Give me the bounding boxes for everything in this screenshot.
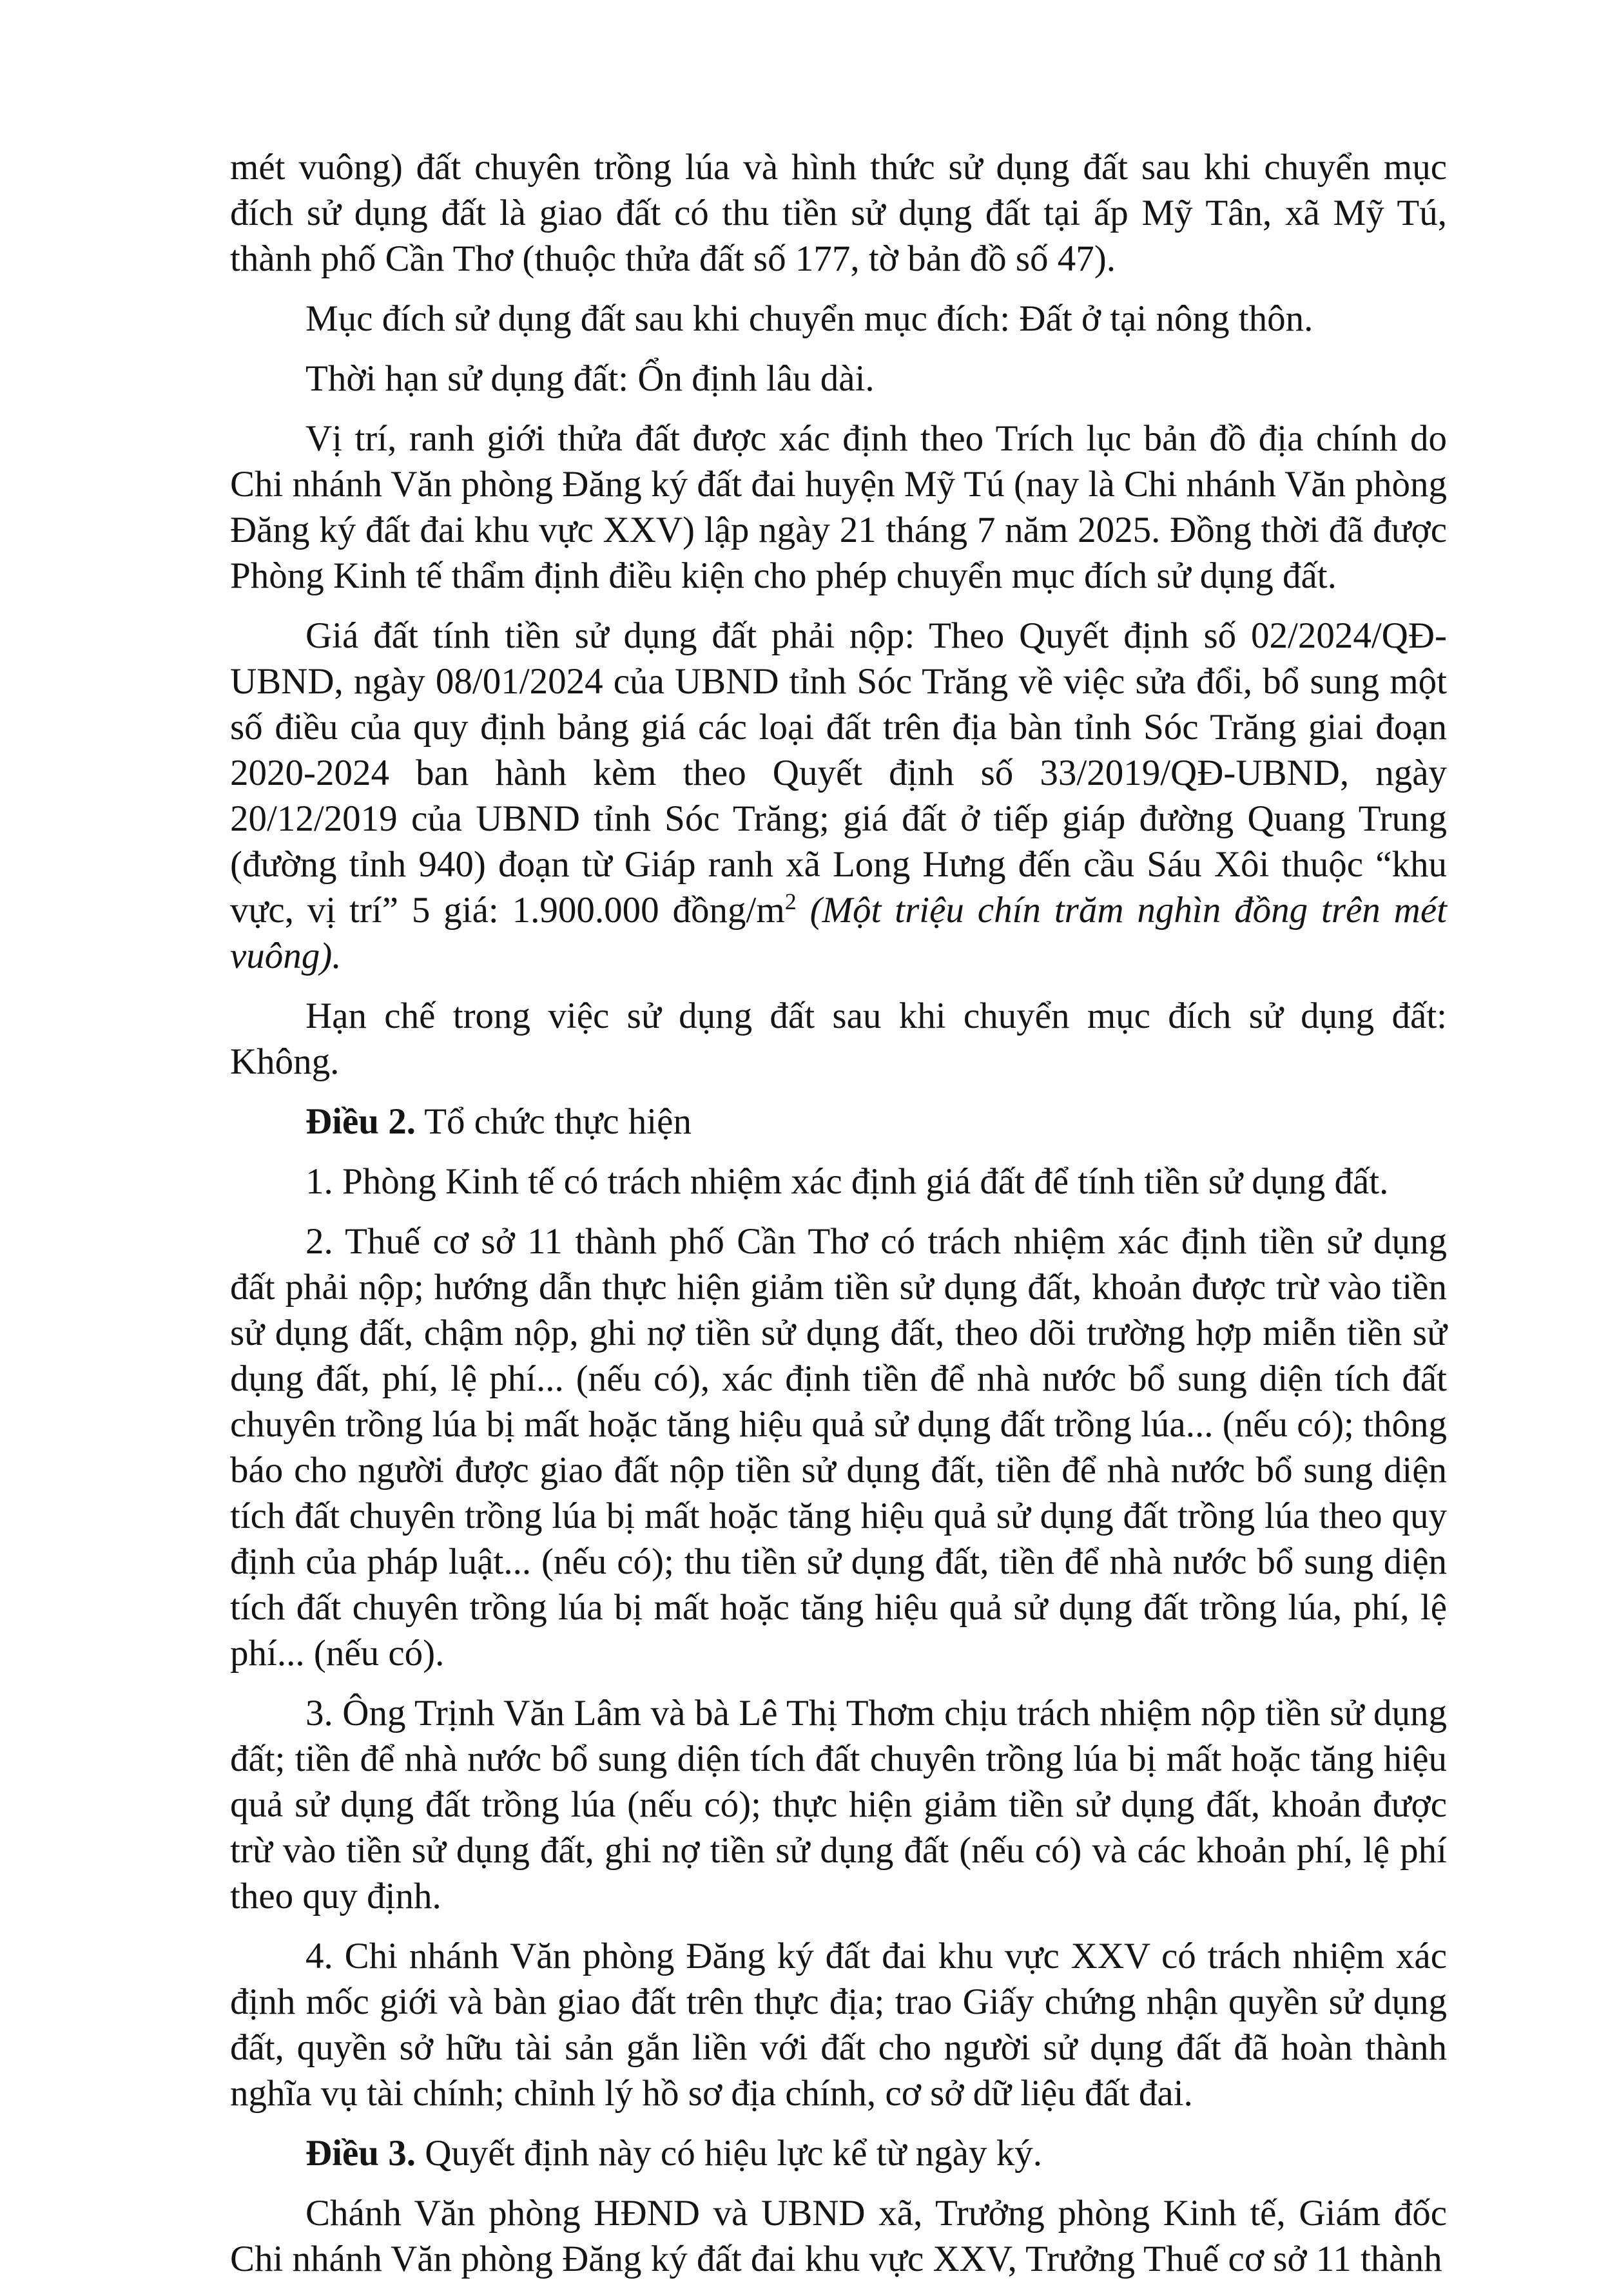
paragraph-item-1: 1. Phòng Kinh tế có trách nhiệm xác định giá đất để tính tiền sử dụng đất. [305,1161,1389,1202]
paragraph-land-use-form: mét vuông) đất chuyên trồng lúa và hình thức sử dụng đất sau khi chuyển mục đích sử dụng đất là giao đất có thu tiền sử dụng đất tại ấp Mỹ Tân, xã Mỹ Tú, thành phố Cần Thơ (thuộc thửa đất số 177, tờ bản đồ số 47). [230,147,1447,279]
article-2-title: Tổ chức thực hiện [416,1101,692,1142]
paragraph-item-4: 4. Chi nhánh Văn phòng Đăng ký đất đai khu vực XXV có trách nhiệm xác định mốc giới và bàn giao đất trên thực địa; trao Giấy chứng nhận quyền sử dụng đất, quyền sở hữu tài sản gắn liền với đất cho người sử dụng đất đã hoàn thành nghĩa vụ tài chính; chỉnh lý hồ sơ địa chính, cơ sở dữ liệu đất đai. [230,1936,1447,2114]
document-page [230,144,1447,2296]
article-3-title: Quyết định này có hiệu lực kể từ ngày ký. [416,2133,1042,2174]
land-price-text: Giá đất tính tiền sử dụng đất phải nộp: Theo Quyết định số 02/2024/QĐ-UBND, ngày 08/01/2024 của UBND tỉnh Sóc Trăng về việc sửa đổi, bổ sung một số điều của quy định bảng giá các loại đất trên địa bàn tỉnh Sóc Trăng giai đoạn 2020-2024 ban hành kèm theo Quyết định số 33/2019/QĐ-UBND, ngày 20/12/2019 của UBND tỉnh Sóc Trăng; giá đất ở tiếp giáp đường Quang Trung (đường tỉnh 940) đoạn từ Giáp ranh xã Long Hưng đến cầu Sáu Xôi thuộc “khu vực, vị trí” 5 giá: 1.900.000 đồng/m [230,615,1447,931]
article-2-heading [230,1099,1447,1144]
paragraph-land-use-purpose: Mục đích sử dụng đất sau khi chuyển mục đích: Đất ở tại nông thôn. [305,298,1313,339]
article-3-label: Điều 3. [305,2133,416,2174]
article-2-label: Điều 2. [305,1101,416,1142]
paragraph-usage-restriction: Hạn chế trong việc sử dụng đất sau khi chuyển mục đích sử dụng đất: Không. [230,996,1447,1082]
paragraph-land-price [230,613,1447,979]
square-superscript: 2 [784,889,797,914]
paragraph-land-use-term: Thời hạn sử dụng đất: Ổn định lâu dài. [305,358,875,399]
paragraph-responsible-parties: Chánh Văn phòng HĐND và UBND xã, Trưởng phòng Kinh tế, Giám đốc Chi nhánh Văn phòng Đăng ký đất đai khu vực XXV, Trưởng Thuế cơ sở 11 thành [230,2193,1447,2279]
paragraph-item-2: 2. Thuế cơ sở 11 thành phố Cần Thơ có trách nhiệm xác định tiền sử dụng đất phải nộp; hướng dẫn thực hiện giảm tiền sử dụng đất, khoản được trừ vào tiền sử dụng đất, chậm nộp, ghi nợ tiền sử dụng đất, theo dõi trường hợp miễn tiền sử dụng đất, phí, lệ phí... (nếu có), xác định tiền để nhà nước bổ sung diện tích đất chuyên trồng lúa bị mất hoặc tăng hiệu quả sử dụng đất trồng lúa... (nếu có); thông báo cho người được giao đất nộp tiền sử dụng đất, tiền để nhà nước bổ sung diện tích đất chuyên trồng lúa bị mất hoặc tăng hiệu quả sử dụng đất trồng lúa theo quy định của pháp luật... (nếu có); thu tiền sử dụng đất, tiền để nhà nước bổ sung diện tích đất chuyên trồng lúa bị mất hoặc tăng hiệu quả sử dụng đất trồng lúa, phí, lệ phí... (nếu có). [230,1221,1447,1674]
paragraph-item-3: 3. Ông Trịnh Văn Lâm và bà Lê Thị Thơm chịu trách nhiệm nộp tiền sử dụng đất; tiền để nhà nước bổ sung diện tích đất chuyên trồng lúa bị mất hoặc tăng hiệu quả sử dụng đất trồng lúa (nếu có); thực hiện giảm tiền sử dụng đất, khoản được trừ vào tiền sử dụng đất, ghi nợ tiền sử dụng đất (nếu có) và các khoản phí, lệ phí theo quy định. [230,1693,1447,1916]
land-price-in-words: (Một triệu chín trăm nghìn đồng trên mét vuông). [230,890,1447,976]
paragraph-parcel-location: Vị trí, ranh giới thửa đất được xác định theo Trích lục bản đồ địa chính do Chi nhánh Văn phòng Đăng ký đất đai huyện Mỹ Tú (nay là Chi nhánh Văn phòng Đăng ký đất đai khu vực XXV) lập ngày 21 tháng 7 năm 2025. Đồng thời đã được Phòng Kinh tế thẩm định điều kiện cho phép chuyển mục đích sử dụng đất. [230,418,1447,596]
article-3-heading [230,2130,1447,2176]
